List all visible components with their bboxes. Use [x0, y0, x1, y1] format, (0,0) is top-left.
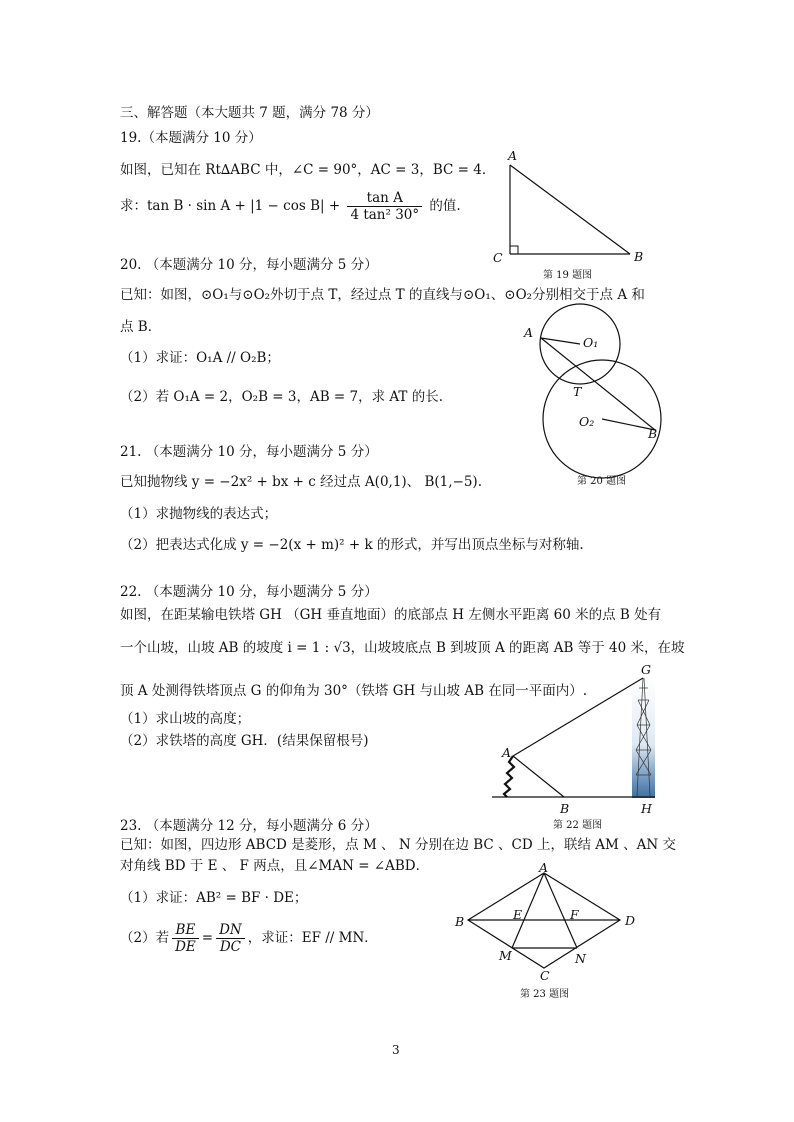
q22-header: 22. （本题满分 10 分，每小题满分 5 分）	[120, 584, 378, 600]
q19-label-c: C	[493, 250, 503, 265]
q22-tower-photo	[632, 678, 655, 798]
q22-label-b: B	[560, 801, 570, 816]
q19-line2	[120, 190, 461, 223]
q23-part2-pre: （2）若	[120, 930, 170, 947]
q22-segment-ab	[513, 756, 564, 797]
q22-caption: 第 22 题图	[553, 820, 603, 831]
q23-header: 23. （本题满分 12 分，每小题满分 6 分）	[120, 818, 378, 834]
q19-figure	[505, 160, 645, 270]
q19-label-a: A	[508, 148, 518, 163]
q20-part1: （1）求证：O₁A // O₂B；	[120, 350, 280, 366]
q20-label-o1: O₁	[583, 335, 599, 350]
q23-caption: 第 23 题图	[520, 989, 570, 1000]
q23-frac2-den: DC	[219, 939, 241, 956]
q22-slope-wall	[504, 756, 514, 797]
q23-fraction-be-de	[172, 922, 199, 955]
q23-figure	[460, 868, 640, 978]
q22-part2: （2）求铁塔的高度 GH．(结果保留根号)	[120, 733, 369, 749]
q19-caption: 第 19 题图	[543, 270, 593, 281]
q21-line1: 已知抛物线 y = −2x² + bx + c 经过点 A(0,1)、 B(1,−5).	[120, 474, 482, 490]
q19-fraction	[347, 190, 422, 223]
page-number: 3	[392, 1043, 400, 1057]
q20-line2: 点 B．	[120, 319, 162, 335]
q20-figure	[525, 303, 705, 473]
q23-label-d: D	[625, 913, 636, 928]
q20-label-a: A	[524, 325, 534, 340]
q20-caption: 第 20 题图	[577, 476, 627, 487]
q23-frac1-num: BE	[172, 922, 199, 939]
q19-label-b: B	[634, 249, 644, 264]
q22-label-h: H	[641, 801, 652, 816]
q22-figure	[487, 670, 687, 810]
q21-part1: （1）求抛物线的表达式；	[120, 506, 278, 522]
q22-label-g: G	[641, 662, 651, 677]
q20-part2: （2）若 O₁A = 2，O₂B = 3，AB = 7，求 AT 的长.	[120, 389, 444, 405]
q20-label-t: T	[573, 384, 582, 399]
q19-header: 19.（本题满分 10 分）	[120, 130, 262, 146]
q19-side-ab	[510, 165, 630, 254]
q22-line2: 一个山坡，山坡 AB 的坡度 i = 1 : √3，山坡坡底点 B 到坡顶 A 的距离 AB 等于 40 米，在坡	[120, 640, 685, 656]
q22-label-a: A	[502, 745, 512, 760]
q22-part1: （1）求山坡的高度；	[120, 711, 251, 727]
q19-line1: 如图，已知在 Rt∆ABC 中，∠C = 90°，AC = 3，BC = 4．	[120, 162, 496, 178]
q23-label-a: A	[539, 860, 549, 875]
section-title: 三、解答题（本大题共 7 题，满分 78 分）	[120, 105, 379, 121]
q22-segment-ag	[513, 678, 643, 756]
q23-part1: （1）求证：AB² = BF · DE；	[120, 890, 308, 906]
q23-fraction-dn-dc	[216, 922, 245, 955]
q23-label-e: E	[513, 907, 523, 922]
q22-line1: 如图，在距某输电铁塔 GH （GH 垂直地面）的底部点 H 左侧水平距离 60 米的点 B 处有	[120, 607, 662, 623]
q23-label-n: N	[575, 951, 586, 966]
q21-header: 21. （本题满分 10 分，每小题满分 5 分）	[120, 444, 378, 460]
q23-label-f: F	[570, 907, 579, 922]
q23-line1: 已知：如图，四边形 ABCD 是菱形，点 M 、 N 分别在边 BC 、CD 上，联结 AM 、AN 交	[120, 837, 676, 853]
q23-frac1-den: DE	[175, 939, 196, 956]
q23-part2	[120, 922, 378, 955]
q23-label-b: B	[455, 914, 465, 929]
q23-part2-post: ，求证：EF // MN．	[247, 930, 378, 947]
q20-label-b: B	[648, 426, 658, 441]
q23-label-c: C	[540, 968, 550, 983]
q22-line3: 顶 A 处测得铁塔顶点 G 的仰角为 30°（铁塔 GH 与山坡 AB 在同一平面内）.	[120, 683, 588, 699]
q19-line2-pre: 求：tan B · sin A + |1 − cos B| +	[120, 198, 345, 215]
q19-right-angle-mark	[510, 246, 518, 254]
q19-frac-den: 4 tan² 30°	[350, 207, 420, 224]
q20-line1: 已知：如图，⊙O₁与⊙O₂外切于点 T，经过点 T 的直线与⊙O₁、⊙O₂分别相交于点 A 和	[120, 287, 645, 303]
q19-line2-post: 的值.	[425, 198, 461, 215]
q23-label-m: M	[499, 948, 512, 963]
q19-frac-num: tan A	[347, 190, 422, 207]
q23-line2: 对角线 BD 于 E 、 F 两点，且∠MAN = ∠ABD．	[120, 858, 430, 874]
q21-part2: （2）把表达式化成 y = −2(x + m)² + k 的形式，并写出顶点坐标与对称轴.	[120, 537, 584, 553]
q20-line-ab	[541, 338, 655, 430]
q23-frac2-num: DN	[216, 922, 245, 939]
q20-header: 20. （本题满分 10 分，每小题满分 5 分）	[120, 257, 378, 273]
q20-label-o2: O₂	[579, 414, 595, 429]
q23-equals: =	[201, 930, 214, 947]
